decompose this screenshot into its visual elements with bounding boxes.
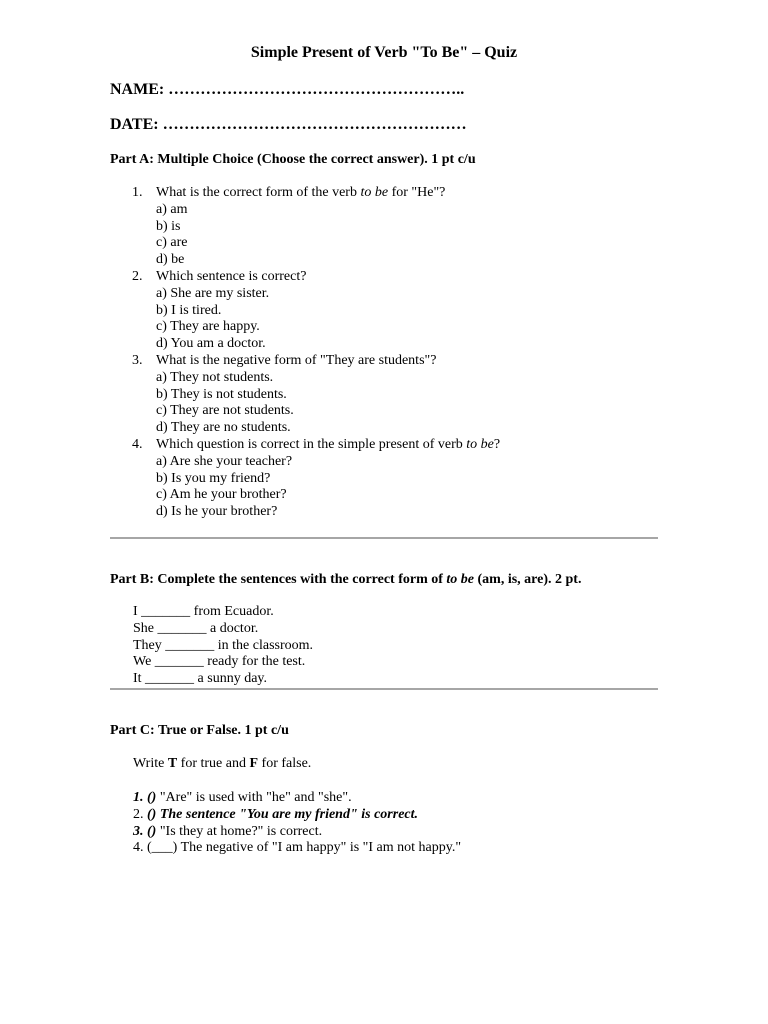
answer-option: d) You am a doctor. <box>156 336 266 352</box>
answer-option: d) They are no students. <box>156 420 291 436</box>
question-text: What is the negative form of "They are students"? <box>156 352 437 368</box>
fill-in-sentence: I _______ from Ecuador. <box>133 604 274 619</box>
question-1 <box>132 185 692 269</box>
answer-option: b) is <box>156 218 181 234</box>
section-divider <box>110 537 658 539</box>
fill-in-sentence: She _______ a doctor. <box>133 620 259 636</box>
answer-option: a) She are my sister. <box>156 285 270 301</box>
true-false-item: 3. () "Is they at home?" is correct. <box>133 823 323 839</box>
question-text: What is the correct form of the verb to be for "He"? <box>156 185 446 200</box>
answer-option: a) They not students. <box>156 369 274 385</box>
part-c-instruction: Write T for true and F for false. <box>133 756 312 771</box>
answer-option: b) Is you my friend? <box>156 470 271 486</box>
question-number: 4. <box>132 436 143 452</box>
part-a-heading: Part A: Multiple Choice (Choose the correct answer). 1 pt c/u <box>110 152 476 167</box>
page-title: Simple Present of Verb "To Be" – Quiz <box>250 44 518 61</box>
date-field: DATE: ………………………………………………… <box>110 116 467 133</box>
answer-option: a) Are she your teacher? <box>156 453 293 469</box>
answer-option: d) be <box>156 252 185 268</box>
answer-option: b) I is tired. <box>156 302 222 318</box>
answer-option: c) Am he your brother? <box>156 487 287 503</box>
part-c-statement-list <box>133 790 461 857</box>
question-number: 1. <box>132 185 143 200</box>
question-text: Which question is correct in the simple present of verb to be? <box>156 436 501 452</box>
answer-option: a) am <box>156 201 188 217</box>
fill-in-sentence: We _______ ready for the test. <box>133 654 306 670</box>
fill-in-sentence: They _______ in the classroom. <box>133 637 314 653</box>
section-divider <box>110 688 658 690</box>
part-a-question-list <box>132 185 692 521</box>
true-false-item: 2. () The sentence "You are my friend" is correct. <box>133 806 419 822</box>
answer-option: d) Is he your brother? <box>156 504 278 520</box>
part-b-sentence-list <box>133 604 313 688</box>
fill-in-sentence: It _______ a sunny day. <box>133 671 268 687</box>
question-4 <box>132 437 692 521</box>
true-false-item: 4. (___) The negative of "I am happy" is "I am not happy." <box>133 840 462 856</box>
question-2 <box>132 269 692 353</box>
question-text: Which sentence is correct? <box>156 268 307 284</box>
question-number: 2. <box>132 268 143 284</box>
answer-option: c) They are happy. <box>156 319 260 335</box>
answer-option: c) They are not students. <box>156 403 294 419</box>
name-field: NAME: ……………………………………………….. <box>110 81 465 98</box>
question-number: 3. <box>132 352 143 368</box>
true-false-item: 1. () "Are" is used with "he" and "she". <box>133 790 352 805</box>
part-c-heading: Part C: True or False. 1 pt c/u <box>110 723 289 738</box>
answer-option: c) are <box>156 235 188 251</box>
question-3 <box>132 353 692 437</box>
part-b-heading: Part B: Complete the sentences with the correct form of to be (am, is, are). 2 pt. <box>110 572 582 587</box>
answer-option: b) They is not students. <box>156 386 287 402</box>
